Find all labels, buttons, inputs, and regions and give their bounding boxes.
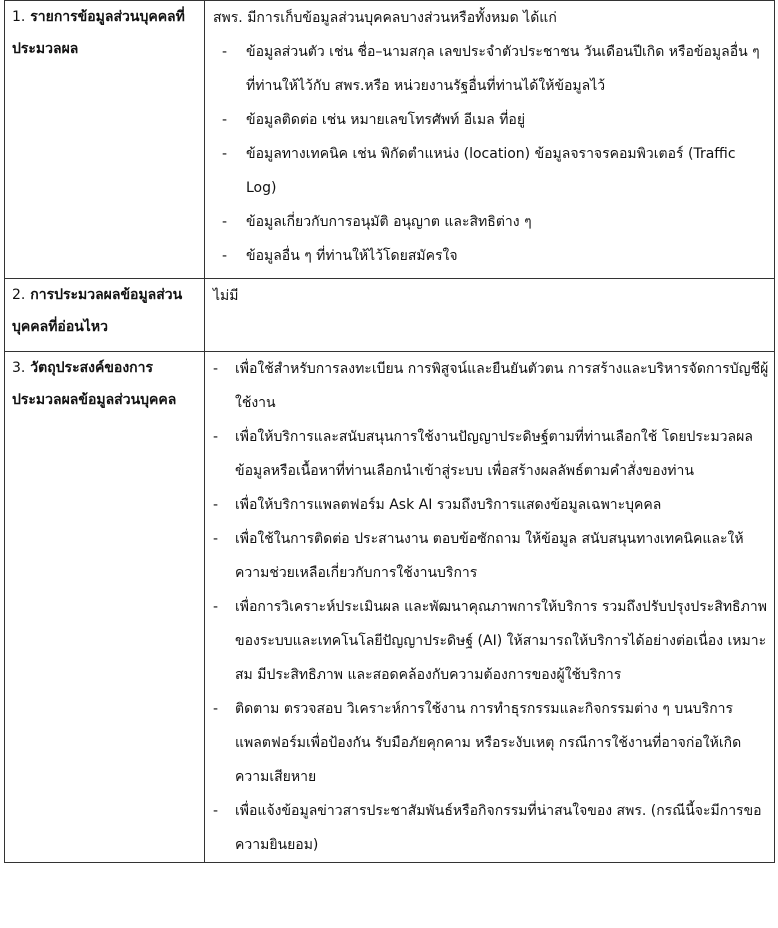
- bullet-list: [213, 35, 770, 273]
- list-item: - ข้อมูลเกี่ยวกับการอนุมัติ อนุญาต และสิทธิต่าง ๆ: [213, 205, 770, 239]
- table-row: [5, 1, 775, 279]
- list-item: - เพื่อแจ้งข้อมูลข่าวสารประชาสัมพันธ์หรือกิจกรรมที่น่าสนใจของ สพร. (กรณีนี้จะมีการขอความยินยอม): [213, 794, 770, 862]
- list-item: - เพื่อให้บริการแพลตฟอร์ม Ask AI รวมถึงบริการแสดงข้อมูลเฉพาะบุคคล: [213, 488, 770, 522]
- privacy-data-table: [4, 0, 775, 863]
- list-item: - เพื่อใช้ในการติดต่อ ประสานงาน ตอบข้อซักถาม ให้ข้อมูล สนับสนุนทางเทคนิคและให้ความช่วยเหลือเกี่ยวกับการใช้งานบริการ: [213, 522, 770, 590]
- list-item: - ข้อมูลอื่น ๆ ที่ท่านให้ไว้โดยสมัครใจ: [213, 239, 770, 273]
- list-item: - เพื่อการวิเคราะห์ประเมินผล และพัฒนาคุณภาพการให้บริการ รวมถึงปรับปรุงประสิทธิภาพของระบบและเทคโนโลยีปัญญาประดิษฐ์ (AI) ให้สามารถให้บริการได้อย่างต่อเนื่อง เหมาะสม มีประสิทธิภาพ และสอดคล้องกับความต้องการของผู้ใช้บริการ: [213, 590, 770, 692]
- list-item: - ข้อมูลติดต่อ เช่น หมายเลขโทรศัพท์ อีเมล ที่อยู่: [213, 103, 770, 137]
- row-number: 2.: [12, 287, 26, 303]
- row-content: [205, 352, 775, 863]
- row-heading-text: รายการข้อมูลส่วนบุคคลที่ประมวลผล: [12, 9, 185, 57]
- list-item: - ติดตาม ตรวจสอบ วิเคราะห์การใช้งาน การทำธุรกรรมและกิจกรรมต่าง ๆ บนบริการแพลตฟอร์มเพื่อป้องกัน รับมือภัยคุกคาม หรือระงับเหตุ กรณีการใช้งานที่อาจก่อให้เกิดความเสียหาย: [213, 692, 770, 794]
- row-number: 3.: [12, 360, 26, 376]
- list-item: - เพื่อให้บริการและสนับสนุนการใช้งานปัญญาประดิษฐ์ตามที่ท่านเลือกใช้ โดยประมวลผลข้อมูลหรือเนื้อหาที่ท่านเลือกนำเข้าสู่ระบบ เพื่อสร้างผลลัพธ์ตามคำสั่งของท่าน: [213, 420, 770, 488]
- row-intro: สพร. มีการเก็บข้อมูลส่วนบุคคลบางส่วนหรือทั้งหมด ได้แก่: [213, 10, 557, 26]
- row-number: 1.: [12, 9, 26, 25]
- table-row: [5, 352, 775, 863]
- table-row: [5, 279, 775, 352]
- row-heading: [5, 352, 205, 863]
- row-content: [205, 1, 775, 279]
- list-item: - เพื่อใช้สำหรับการลงทะเบียน การพิสูจน์และยืนยันตัวตน การสร้างและบริหารจัดการบัญชีผู้ใช้งาน: [213, 352, 770, 420]
- row-heading-text: วัตถุประสงค์ของการประมวลผลข้อมูลส่วนบุคคล: [12, 360, 177, 408]
- row-heading: [5, 279, 205, 352]
- row-heading: [5, 1, 205, 279]
- list-item: - ข้อมูลทางเทคนิค เช่น พิกัดตำแหน่ง (location) ข้อมูลจราจรคอมพิวเตอร์ (Traffic Log): [213, 137, 770, 205]
- list-item: - ข้อมูลส่วนตัว เช่น ชื่อ–นามสกุล เลขประจำตัวประชาชน วันเดือนปีเกิด หรือข้อมูลอื่น ๆ ที่ท่านให้ไว้กับ สพร.หรือ หน่วยงานรัฐอื่นที่ท่านได้ให้ข้อมูลไว้: [213, 35, 770, 103]
- bullet-list: [213, 352, 770, 862]
- row-value: ไม่มี: [213, 288, 239, 304]
- row-heading-text: การประมวลผลข้อมูลส่วนบุคคลที่อ่อนไหว: [12, 287, 183, 335]
- row-content: [205, 279, 775, 352]
